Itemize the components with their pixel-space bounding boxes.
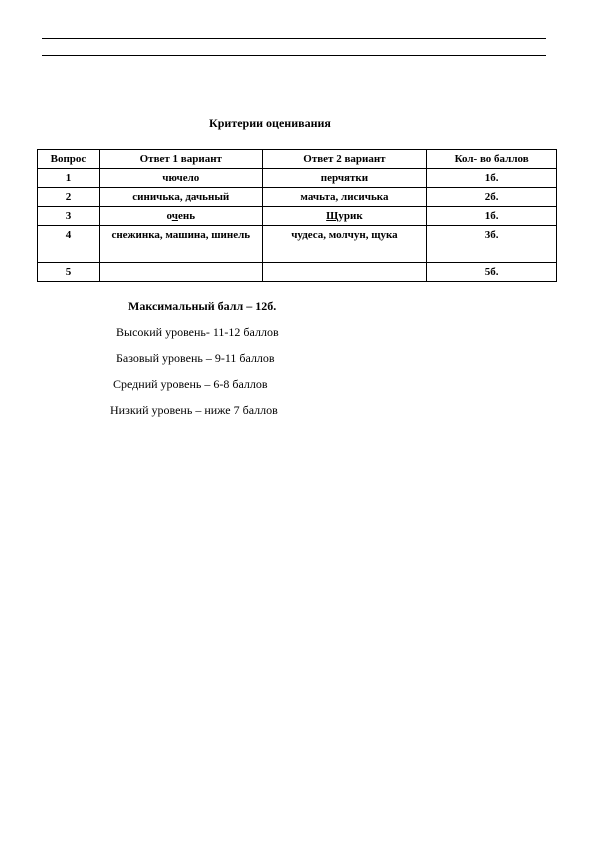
table-row [38, 169, 557, 188]
cell-points: 5б. [427, 263, 557, 282]
cell-question: 2 [38, 188, 100, 207]
answer-text: о [166, 210, 172, 222]
table-header-row [38, 150, 557, 169]
table-row [38, 226, 557, 263]
cell-answer-2: чудеса, молчун, щука [262, 226, 427, 263]
answer-text: урик [338, 210, 363, 222]
header-rule-top [42, 38, 546, 39]
table-row [38, 207, 557, 226]
answer-text: ень [177, 210, 196, 222]
table-row [38, 263, 557, 282]
cell-points: 2б. [427, 188, 557, 207]
level-base-text: Базовый уровень – 9-11 баллов [116, 351, 275, 365]
column-header-answer-variant-1: Ответ 1 вариант [99, 150, 262, 169]
cell-question: 3 [38, 207, 100, 226]
column-header-points: Кол- во баллов [427, 150, 557, 169]
underlined-letter: ч [171, 210, 178, 222]
cell-points: 3б. [427, 226, 557, 263]
cell-answer-1 [99, 263, 262, 282]
cell-answer-2: мачьта, лисичька [262, 188, 427, 207]
max-score-text: Максимальный балл – 12б. [128, 299, 277, 313]
cell-points: 1б. [427, 169, 557, 188]
criteria-table [37, 149, 557, 282]
header-rule-bottom [42, 55, 546, 56]
level-mid-text: Средний уровень – 6-8 баллов [113, 377, 268, 391]
column-header-answer-variant-2: Ответ 2 вариант [262, 150, 427, 169]
cell-answer-1 [99, 207, 262, 226]
cell-points: 1б. [427, 207, 557, 226]
level-high-text: Высокий уровень- 11-12 баллов [116, 325, 279, 339]
level-low-text: Низкий уровень – ниже 7 баллов [110, 403, 278, 417]
column-header-question: Вопрос [38, 150, 100, 169]
cell-question: 5 [38, 263, 100, 282]
underlined-letter: Щ [326, 210, 339, 222]
cell-question: 1 [38, 169, 100, 188]
cell-answer-2 [262, 263, 427, 282]
table-row [38, 188, 557, 207]
cell-question: 4 [38, 226, 100, 263]
cell-answer-1: чючело [99, 169, 262, 188]
section-title: Критерии оценивания [209, 116, 331, 130]
cell-answer-2 [262, 207, 427, 226]
cell-answer-1: синичька, дачьный [99, 188, 262, 207]
cell-answer-2: перчятки [262, 169, 427, 188]
cell-answer-1: снежинка, машина, шинель [99, 226, 262, 263]
